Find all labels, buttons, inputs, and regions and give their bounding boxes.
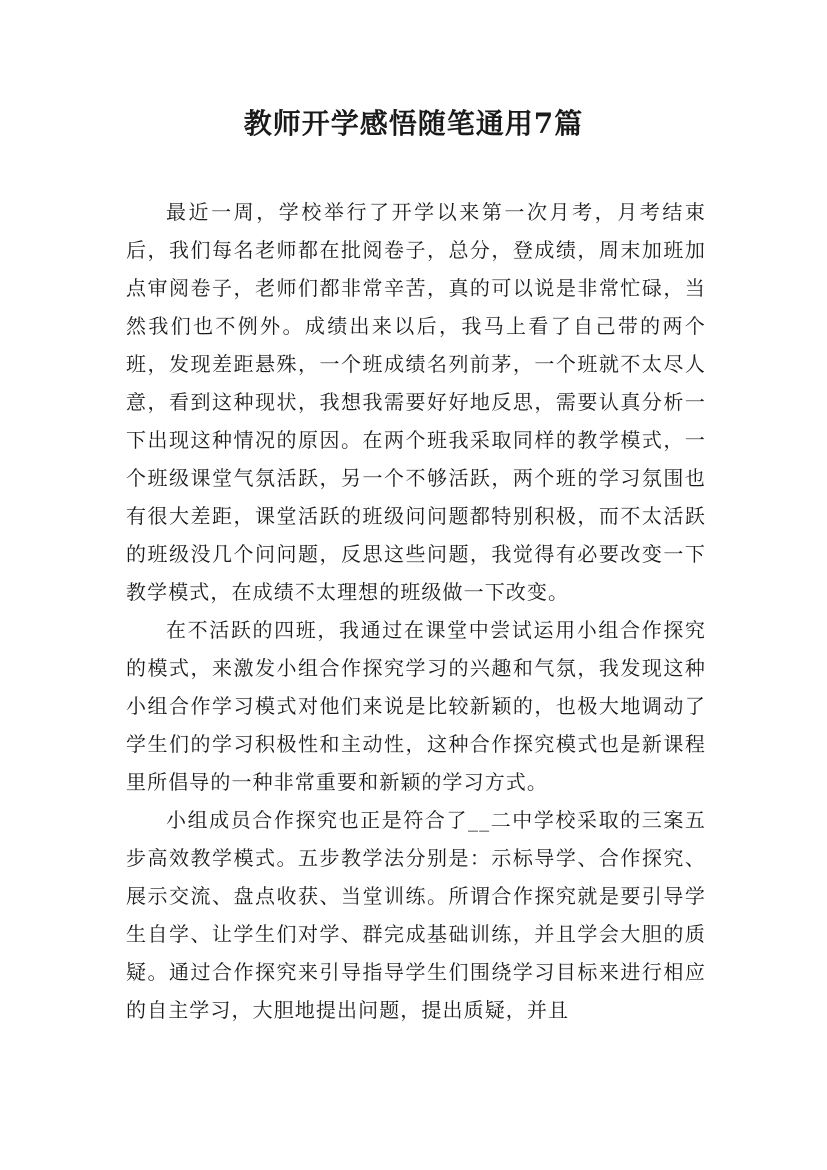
document-body [126, 193, 706, 1029]
paragraph-2: 在不活跃的四班，我通过在课堂中尝试运用小组合作探究的模式，来激发小组合作探究学习的兴趣和气氛，我发现这种小组合作学习模式对他们来说是比较新颖的，也极大地调动了学生们的学习积极性和主动性，这种合作探究模式也是新课程里所倡导的一种非常重要和新颖的学习方式。 [126, 618, 706, 794]
paragraph-3: 小组成员合作探究也正是符合了__二中学校采取的三案五步高效教学模式。五步教学法分别是：示标导学、合作探究、展示交流、盘点收获、当堂训练。所谓合作探究就是要引导学生自学、让学生们对学、群完成基础训练，并且学会大胆的质疑。通过合作探究来引导指导学生们围绕学习目标来进行相应的自主学习，大胆地提出问题，提出质疑，并且 [126, 808, 706, 1022]
document-title: 教师开学感悟随笔通用7篇 [243, 107, 584, 140]
paragraph-1: 最近一周，学校举行了开学以来第一次月考，月考结束后，我们每名老师都在批阅卷子，总分，登成绩，周末加班加点审阅卷子，老师们都非常辛苦，真的可以说是非常忙碌，当然我们也不例外。成绩出来以后，我马上看了自己带的两个班，发现差距悬殊，一个班成绩名列前茅，一个班就不太尽人意，看到这种现状，我想我需要好好地反思，需要认真分析一下出现这种情况的原因。在两个班我采取同样的教学模式，一个班级课堂气氛活跃，另一个不够活跃，两个班的学习氛围也有很大差距，课堂活跃的班级问问题都特别积极，而不太活跃的班级没几个问问题，反思这些问题，我觉得有必要改变一下教学模式，在成绩不太理想的班级做一下改变。 [126, 200, 706, 604]
